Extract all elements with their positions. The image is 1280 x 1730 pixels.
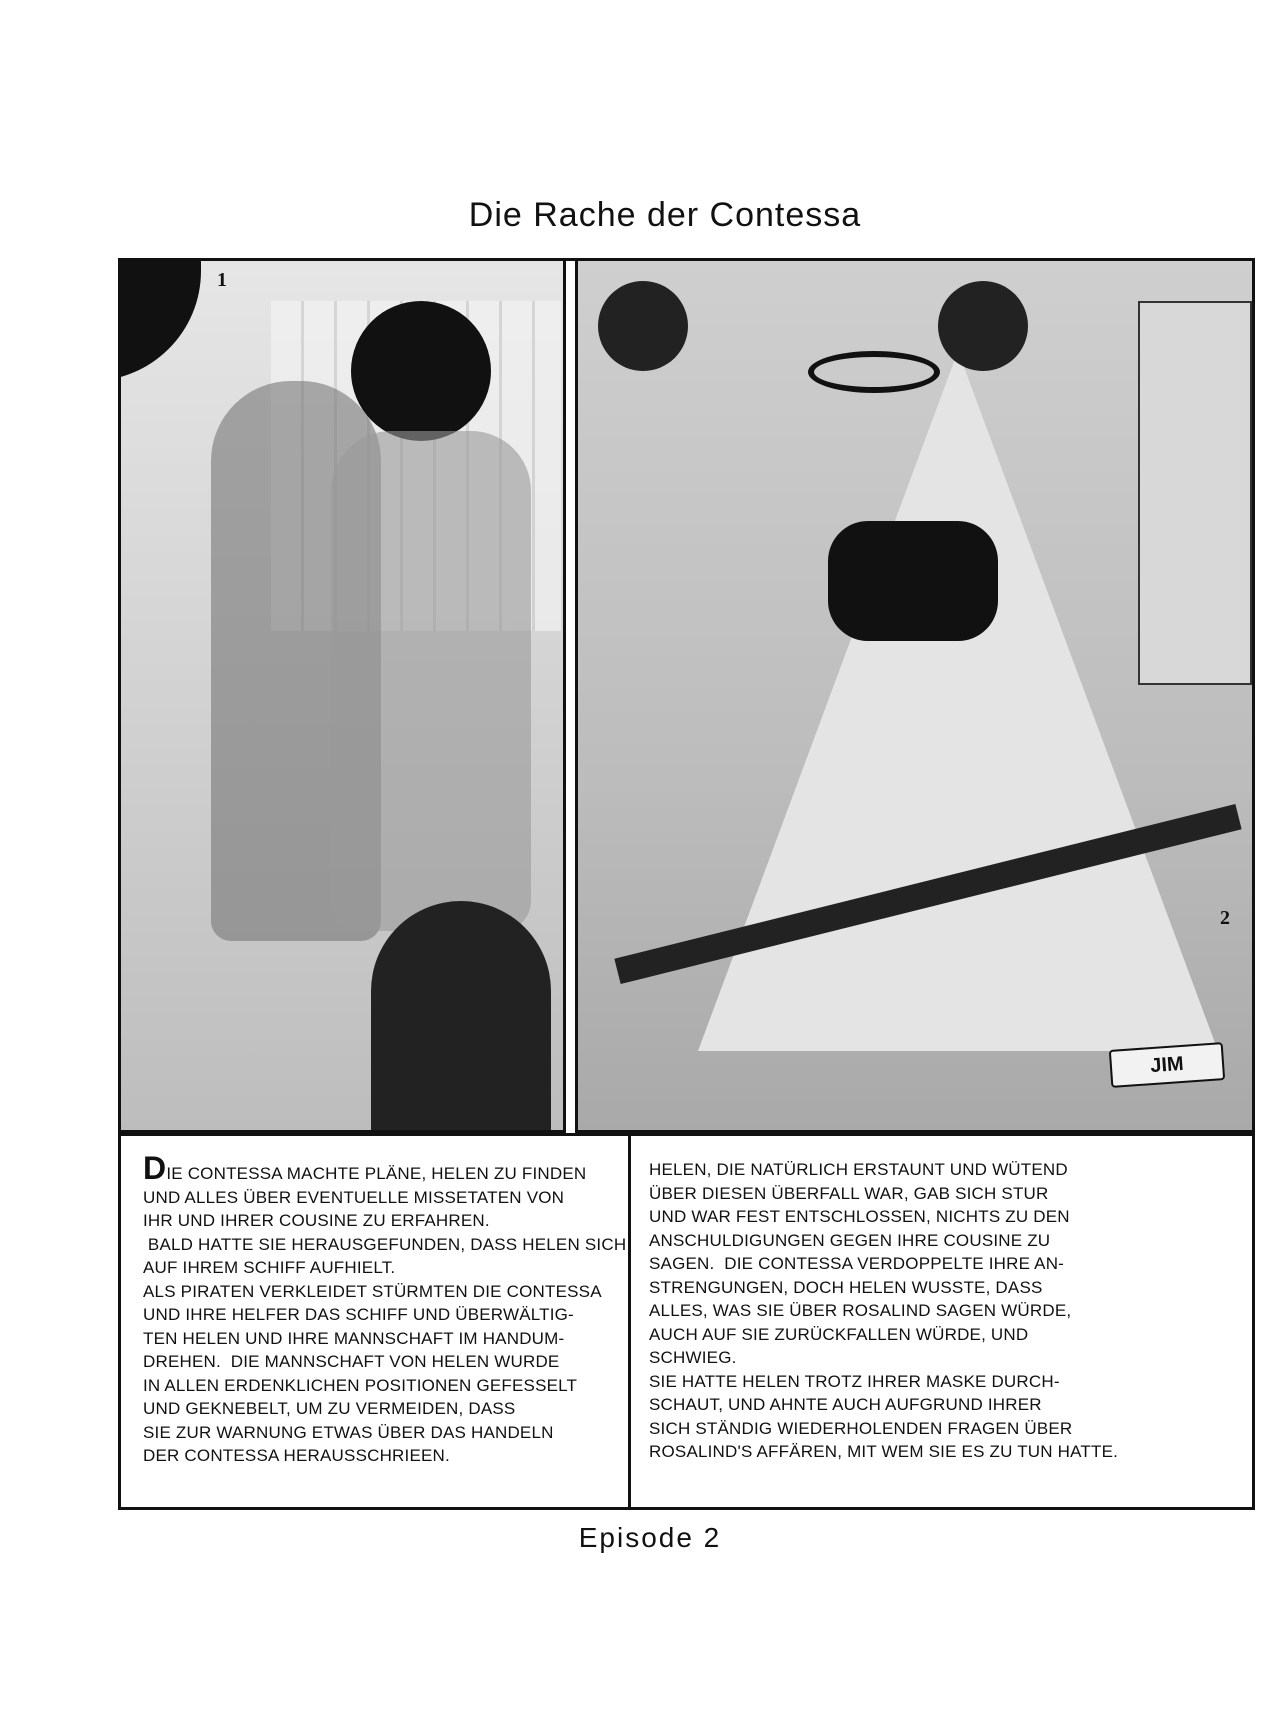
caption-line-text: ALS PIRATEN VERKLEIDET STÜRMTEN DIE CONTESSA: [143, 1281, 602, 1301]
winch-shape: [598, 281, 688, 371]
caption-line-text: IHR UND IHRER COUSINE ZU ERFAHREN.: [143, 1211, 490, 1230]
caption-line-text: SCHWIEG.: [649, 1348, 737, 1367]
caption-line: [143, 1374, 626, 1398]
caption-line-text: ROSALIND'S AFFÄREN, MIT WEM SIE ES ZU TUN HATTE.: [649, 1442, 1119, 1461]
caption-line: [649, 1440, 1118, 1464]
caption-line: [143, 1397, 626, 1421]
caption-line: [649, 1299, 1118, 1323]
caption-line: [649, 1205, 1118, 1229]
caption-line-text: IE CONTESSA MACHTE PLÄNE, HELEN ZU FINDEN: [166, 1164, 587, 1183]
episode-label: Episode 2: [578, 1522, 722, 1553]
caption-line: [143, 1186, 626, 1210]
caption-line-text: ALLES, WAS SIE ÜBER ROSALIND SAGEN WÜRDE,: [649, 1301, 1072, 1320]
caption-line: [143, 1280, 626, 1304]
caption-line-text: SAGEN. DIE CONTESSA VERDOPPELTE IHRE AN-: [649, 1254, 1065, 1273]
caption-line-text: UND GEKNEBELT, UM ZU VERMEIDEN, DASS: [143, 1399, 516, 1418]
panel-1-artwork: [118, 258, 566, 1133]
winch-shape: [938, 281, 1028, 371]
caption-line-text: SIE HATTE HELEN TROTZ IHRER MASKE DURCH-: [649, 1371, 1060, 1391]
caption-line: [649, 1158, 1118, 1182]
caption-line: [143, 1421, 626, 1445]
caption-line-text: DREHEN. DIE MANNSCHAFT VON HELEN WURDE: [143, 1352, 560, 1371]
figure-silhouette: [331, 431, 531, 931]
caption-line-text: ÜBER DIESEN ÜBERFALL WAR, GAB SICH STUR: [649, 1183, 1049, 1203]
caption-line: [143, 1256, 626, 1280]
figure-silhouette: [371, 901, 551, 1133]
caption-line-text: ANSCHULDIGUNGEN GEGEN IHRE COUSINE ZU: [649, 1230, 1051, 1250]
caption-line-text: IN ALLEN ERDENKLICHEN POSITIONEN GEFESSELT: [143, 1375, 578, 1395]
page-title: Die Rache der Contessa: [468, 196, 862, 234]
caption-line: [143, 1233, 626, 1257]
panel-number: 1: [217, 269, 227, 291]
caption-line: [143, 1209, 626, 1233]
caption-line: [649, 1229, 1118, 1253]
panel-2-artwork: [575, 258, 1255, 1133]
caption-box-left: [118, 1133, 631, 1510]
caption-line: [143, 1327, 626, 1351]
caption-line: [649, 1346, 1118, 1370]
caption-line-text: AUF IHREM SCHIFF AUFHIELT.: [143, 1258, 396, 1277]
caption-line: [649, 1182, 1118, 1206]
caption-text-right: [649, 1158, 1118, 1464]
drop-cap: D: [143, 1150, 167, 1186]
caption-box-right: [628, 1133, 1255, 1510]
caption-line: [649, 1417, 1118, 1441]
dark-shape: [118, 261, 201, 381]
post-shape: [1138, 301, 1252, 685]
caption-line-text: SCHAUT, UND AHNTE AUCH AUFGRUND IHRER: [649, 1395, 1042, 1414]
figure-head-silhouette: [351, 301, 491, 441]
wheel-shape: [808, 351, 940, 393]
panel-number: 2: [1220, 907, 1230, 929]
caption-line: [143, 1150, 626, 1186]
caption-line-text: AUCH AUF SIE ZURÜCKFALLEN WÜRDE, UND: [649, 1324, 1029, 1344]
caption-line-text: SIE ZUR WARNUNG ETWAS ÜBER DAS HANDELN: [143, 1422, 554, 1442]
caption-line: [143, 1350, 626, 1374]
caption-line-text: TEN HELEN UND IHRE MANNSCHAFT IM HANDUM-: [143, 1328, 565, 1348]
caption-line: [649, 1276, 1118, 1300]
caption-line-text: UND WAR FEST ENTSCHLOSSEN, NICHTS ZU DEN: [649, 1207, 1070, 1226]
caption-line-text: UND IHRE HELFER DAS SCHIFF UND ÜBERWÄLTIG-: [143, 1305, 574, 1324]
caption-line: [649, 1252, 1118, 1276]
caption-line-text: HELEN, DIE NATÜRLICH ERSTAUNT UND WÜTEND: [649, 1160, 1068, 1179]
caption-line-text: STRENGUNGEN, DOCH HELEN WUSSTE, DASS: [649, 1277, 1043, 1297]
caption-line-text: DER CONTESSA HERAUSSCHRIEEN.: [143, 1446, 450, 1465]
caption-line: [649, 1323, 1118, 1347]
caption-line: [649, 1393, 1118, 1417]
caption-line-text: BALD HATTE SIE HERAUSGEFUNDEN, DASS HELEN SICH: [143, 1234, 627, 1254]
figure-silhouette: [828, 521, 998, 641]
caption-text-left: [143, 1150, 627, 1468]
caption-line-text: UND ALLES ÜBER EVENTUELLE MISSETATEN VON: [143, 1187, 565, 1207]
caption-line: [649, 1370, 1118, 1394]
caption-line-text: SICH STÄNDIG WIEDERHOLENDEN FRAGEN ÜBER: [649, 1418, 1073, 1438]
caption-line: [143, 1303, 626, 1327]
caption-line: [143, 1444, 626, 1468]
signature-banner: JIM: [1109, 1042, 1225, 1088]
